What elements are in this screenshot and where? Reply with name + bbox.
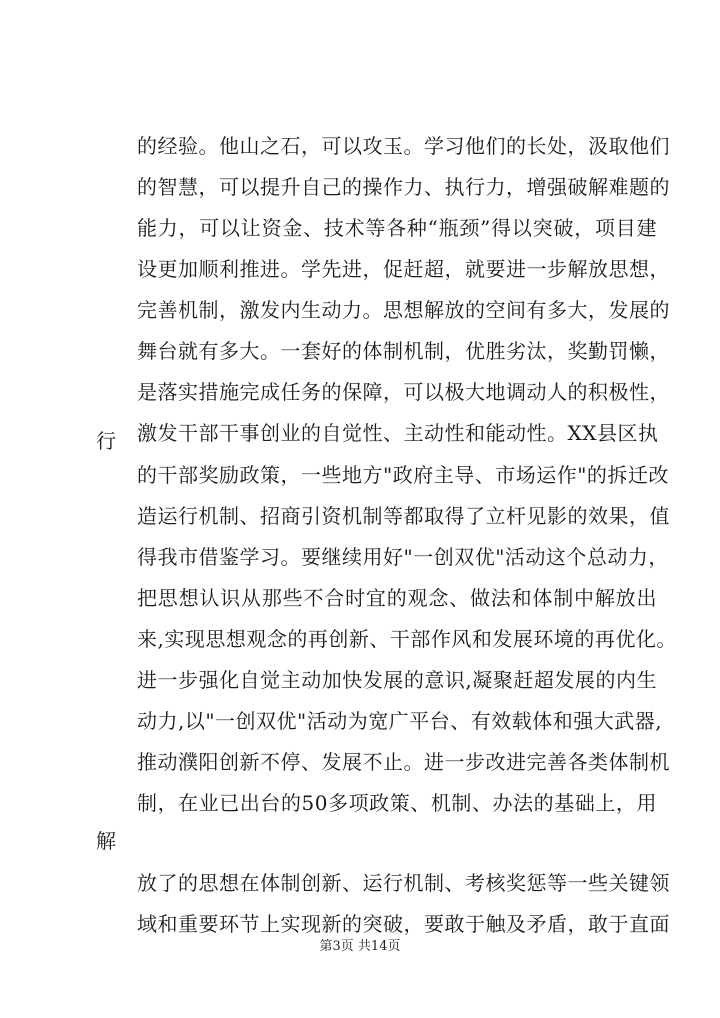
- text-line: 来,实现思想观念的再创新、干部作风和发展环境的再优化。: [137, 627, 677, 651]
- text-line: 激发干部干事创业的自觉性、主动性和能动性。XX县区执: [137, 421, 659, 445]
- text-line: 把思想认识从那些不合时宜的观念、做法和体制中解放出: [137, 586, 657, 610]
- text-line: 域和重要环节上实现新的突破，要敢于触及矛盾，敢于直面: [137, 912, 670, 936]
- text-line-orphan: 解: [96, 829, 117, 853]
- text-line: 进一步强化自觉主动加快发展的意识,凝聚赶超发展的内生: [137, 668, 657, 692]
- text-line: 动力,以"一创双优"活动为宽广平台、有效载体和强大武器,: [137, 709, 663, 733]
- text-line: 放了的思想在体制创新、运行机制、考核奖惩等一些关键领: [137, 871, 670, 895]
- text-line: 是落实措施完成任务的保障，可以极大地调动人的积极性，: [137, 380, 670, 404]
- text-line: 的经验。他山之石，可以攻玉。学习他们的长处，汲取他们: [137, 134, 670, 158]
- page-number-footer: 第3页 共14页: [319, 939, 401, 954]
- text-line: 完善机制，激发内生动力。思想解放的空间有多大，发展的: [137, 298, 670, 322]
- text-line: 制，在业已出台的50多项政策、机制、办法的基础上，用: [137, 791, 657, 815]
- text-line: 推动濮阳创新不停、发展不止。进一步改进完善各类体制机: [137, 750, 670, 774]
- text-line: 舞台就有多大。一套好的体制机制，优胜劣汰，奖勤罚懒，: [137, 339, 670, 363]
- text-line: 得我市借鉴学习。要继续用好"一创双优"活动这个总动力，: [137, 545, 669, 569]
- text-line: 的干部奖励政策，一些地方"政府主导、市场运作"的拆迁改: [137, 463, 669, 487]
- text-line: 造运行机制、招商引资机制等都取得了立杆见影的效果，值: [137, 504, 670, 528]
- text-line: 设更加顺利推进。学先进，促赶超，就要进一步解放思想，: [137, 257, 670, 281]
- text-line: 的智慧，可以提升自己的操作力、执行力，增强破解难题的: [137, 175, 670, 199]
- text-line: 能力，可以让资金、技术等各种“瓶颈”得以突破，项目建: [137, 216, 657, 240]
- text-line-orphan: 行: [96, 429, 117, 453]
